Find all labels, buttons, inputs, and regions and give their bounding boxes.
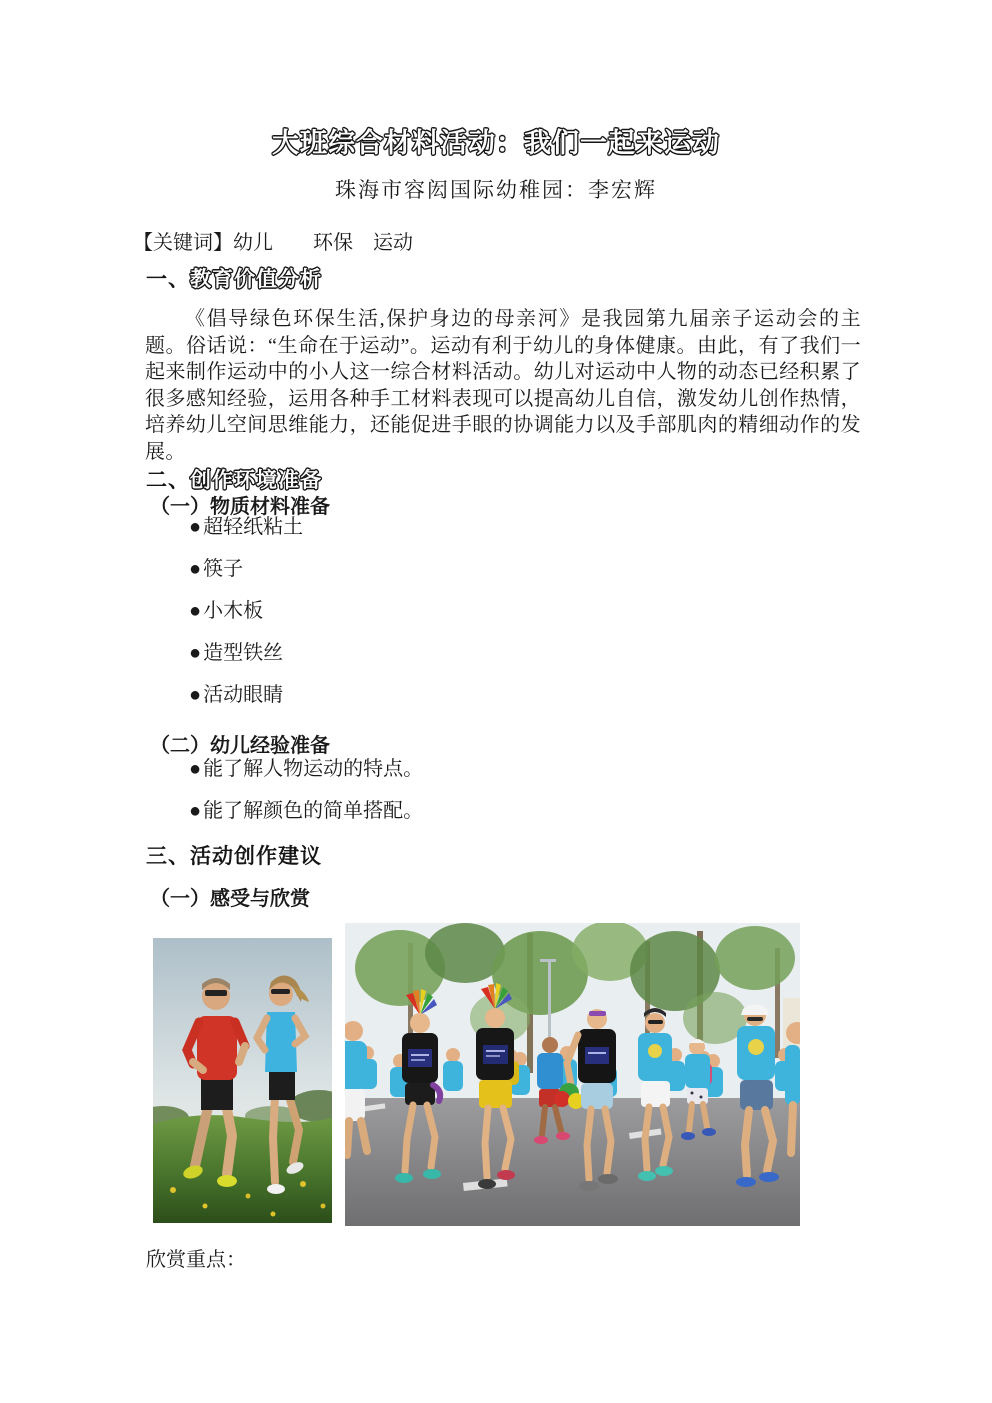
list-item <box>189 685 303 705</box>
bullet-icon: ● <box>189 558 202 580</box>
list-item <box>189 601 303 621</box>
keywords-line <box>133 226 413 255</box>
appreciation-focus-label: 欣赏重点： <box>146 1249 246 1271</box>
list-item <box>189 759 423 779</box>
list-item <box>189 517 303 537</box>
list-item <box>189 801 423 821</box>
section-1-title: 教育价值分析 <box>190 268 322 291</box>
item-label: 超轻纸粘土 <box>203 516 304 538</box>
bullet-icon: ● <box>189 758 202 780</box>
experience-list <box>189 759 423 843</box>
bullet-icon: ● <box>189 516 202 538</box>
intro-paragraph: 《倡导绿色环保生活,保护身边的母亲河》是我园第九届亲子运动会的主题。俗话说：“生命在于运动”。运动有利于幼儿的身体健康。由此，有了我们一起来制作运动中的小人这一综合材料活动。幼儿对运动中人物的动态已经积累了很多感知经验，运用各种手工材料表现可以提高幼儿自信，激发幼儿创作热情，培养幼儿空间思维能力，还能促进手眼的协调能力以及手部肌肉的精细动作的发展。 <box>145 308 861 463</box>
list-item <box>189 559 303 579</box>
grass <box>153 1115 332 1223</box>
keywords-value: 幼儿 环保 运动 <box>233 232 413 254</box>
photo-couple-running <box>153 938 332 1223</box>
bullet-icon: ● <box>189 800 202 822</box>
section-3-title: 活动创作建议 <box>190 845 322 868</box>
bullet-icon: ● <box>189 684 202 706</box>
bullet-icon: ● <box>189 600 202 622</box>
list-item <box>189 643 303 663</box>
item-label: 小木板 <box>203 600 264 622</box>
section-2-title: 创作环境准备 <box>190 469 322 492</box>
subsection-heading-experience: （二）幼儿经验准备 <box>150 735 330 757</box>
section-heading-1 <box>146 263 322 293</box>
section-3-number: 三、 <box>146 845 190 868</box>
materials-list <box>189 517 303 727</box>
item-label: 造型铁丝 <box>203 642 284 664</box>
section-heading-3 <box>146 840 322 870</box>
section-1-number: 一、 <box>146 268 190 291</box>
photo-marathon-crowd <box>345 923 800 1226</box>
subsection-heading-appreciation: （一）感受与欣赏 <box>150 888 310 910</box>
item-label: 能了解颜色的简单搭配。 <box>203 800 424 822</box>
item-label: 筷子 <box>203 558 244 580</box>
bullet-icon: ● <box>189 642 202 664</box>
subsection-heading-materials: （一）物质材料准备 <box>150 496 330 518</box>
item-label: 能了解人物运动的特点。 <box>203 758 424 780</box>
item-label: 活动眼睛 <box>203 684 284 706</box>
doc-title: 大班综合材料活动：我们一起来运动 <box>272 128 720 158</box>
section-2-number: 二、 <box>146 469 190 492</box>
keywords-label: 【关键词】 <box>133 232 233 254</box>
doc-subtitle: 珠海市容闳国际幼稚园：李宏辉 <box>335 178 657 202</box>
